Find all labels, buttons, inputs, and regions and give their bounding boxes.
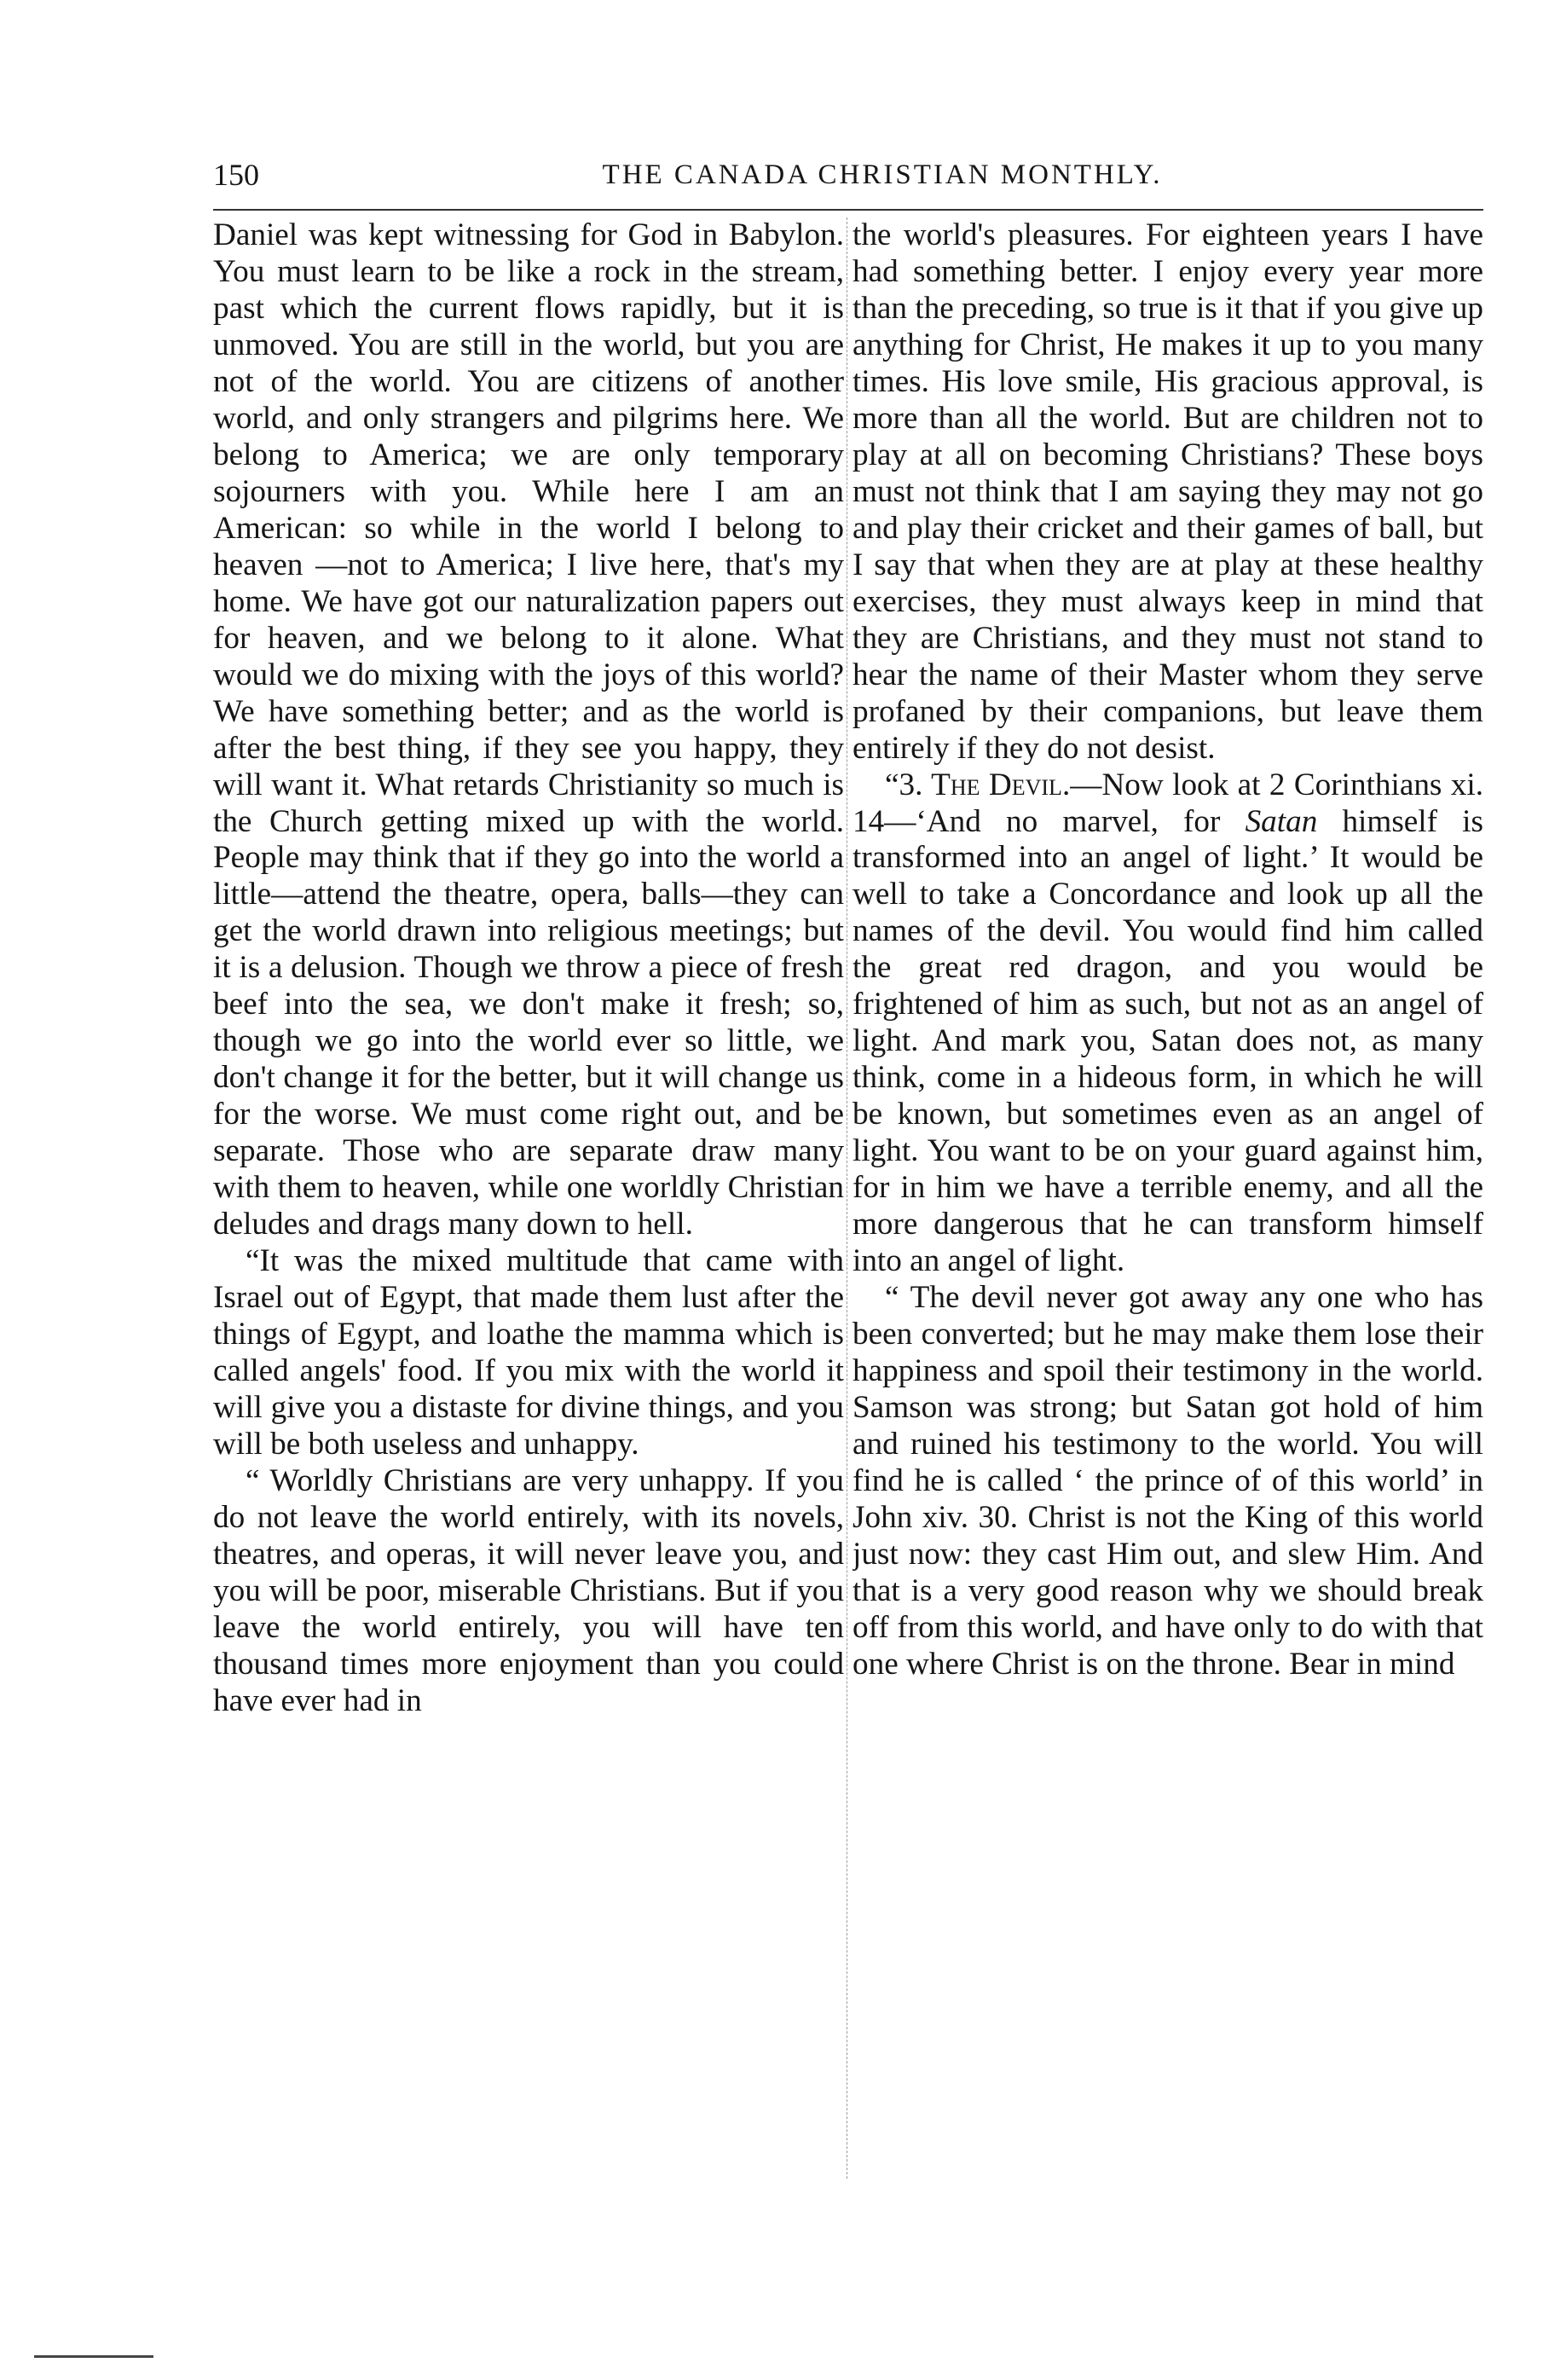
running-title: THE CANADA CHRISTIAN MONTHLY.: [602, 159, 1163, 190]
right-paragraph-2-text-a: —Now look at 2 Corinthians xi. 14—‘And no marvel, for: [853, 767, 1483, 839]
bottom-rule: [34, 2355, 153, 2358]
left-column: [213, 217, 844, 2196]
left-paragraph-2: “It was the mixed multitude that came with Israel out of Egypt, that made them lust after the things of Egypt, and loathe the mamma which is called angels' food. If you mix with the world it will give you a distaste for divine things, and you will be both useless and unhappy.: [213, 1243, 844, 1462]
left-paragraph-3: “ Worldly Christians are very unhappy. If you do not leave the world entirely, with its novels, theatres, and operas, it will never leave you, and you will be poor, miserable Christians. But if you leave the world entirely, you will have ten thousand times more enjoyment than you could have ever had in: [213, 1462, 844, 1718]
page-number: 150: [213, 158, 259, 192]
page-header: [213, 153, 1483, 196]
right-paragraph-2: [853, 767, 1483, 1281]
right-paragraph-2-text-b: himself is transformed into an angel of light.’ It would be well to take a Concordance and look up all the names of the devil. You would find him called the great red dragon, and you would be frightened of him as such, but not as an angel of light. And mark you, Satan does not, as many think, come in a hideous form, in which he will be known, but sometimes even as an angel of light. You want to be on your guard against him, for in him we have a terrible enemy, and all the more dangerous that he can transform himself into an angel of light.: [853, 803, 1483, 1279]
right-paragraph-3: “ The devil never got away any one who has been converted; but he may make them lose their happiness and spoil their testimony in the world. Samson was strong; but Satan got hold of him and ruined his testimony to the world. You will find he is called ‘ the prince of of this world’ in John xiv. 30. Christ is not the King of this world just now: they cast Him out, and slew Him. And that is a very good reason why we should break off from this world, and have only to do with that one where Christ is on the throne. Bear in mind: [853, 1280, 1483, 1682]
left-paragraph-1: Daniel was kept witnessing for God in Babylon. You must learn to be like a rock in the stream, past which the current flows rapidly, but it is unmoved. You are still in the world, but you are not of the world. You are citizens of another world, and only strangers and pilgrims here. We belong to America; we are only temporary sojourners with you. While here I am an American: so while in the world I belong to heaven —not to America; I live here, that's my home. We have got our naturalization papers out for heaven, and we belong to it alone. What would we do mixing with the joys of this world? We have something better; and as the world is after the best thing, if they see you happy, they will want it. What retards Christianity so much is the Church getting mixed up with the world. People may think that if they go into the world a little—attend the theatre, opera, balls—they can get the world drawn into religious meetings; but it is a delusion. Though we throw a piece of fresh beef into the sea, we don't make it fresh; so, though we go into the world ever so little, we don't change it for the better, but it will change us for the worse. We must come right out, and be separate. Those who are separate draw many with them to heaven, while one worldly Christian deludes and drags many down to hell.: [213, 217, 844, 1242]
italic-satan: Satan: [1245, 803, 1318, 839]
right-column: [853, 217, 1483, 2196]
section-heading-the-devil: “3. The Devil.: [885, 767, 1071, 802]
header-rule: [213, 209, 1483, 211]
right-paragraph-1: the world's pleasures. For eighteen years I have had something better. I enjoy every year more than the preceding, so true is it that if you give up anything for Christ, He makes it up to you many times. His love smile, His gracious approval, is more than all the world. But are children not to play at all on becoming Christians? These boys must not think that I am saying they may not go and play their cricket and their games of ball, but I say that when they are at play at these healthy exercises, they must always keep in mind that they are Christians, and they must not stand to hear the name of their Master whom they serve profaned by their companions, but leave them entirely if they do not desist.: [853, 217, 1483, 766]
